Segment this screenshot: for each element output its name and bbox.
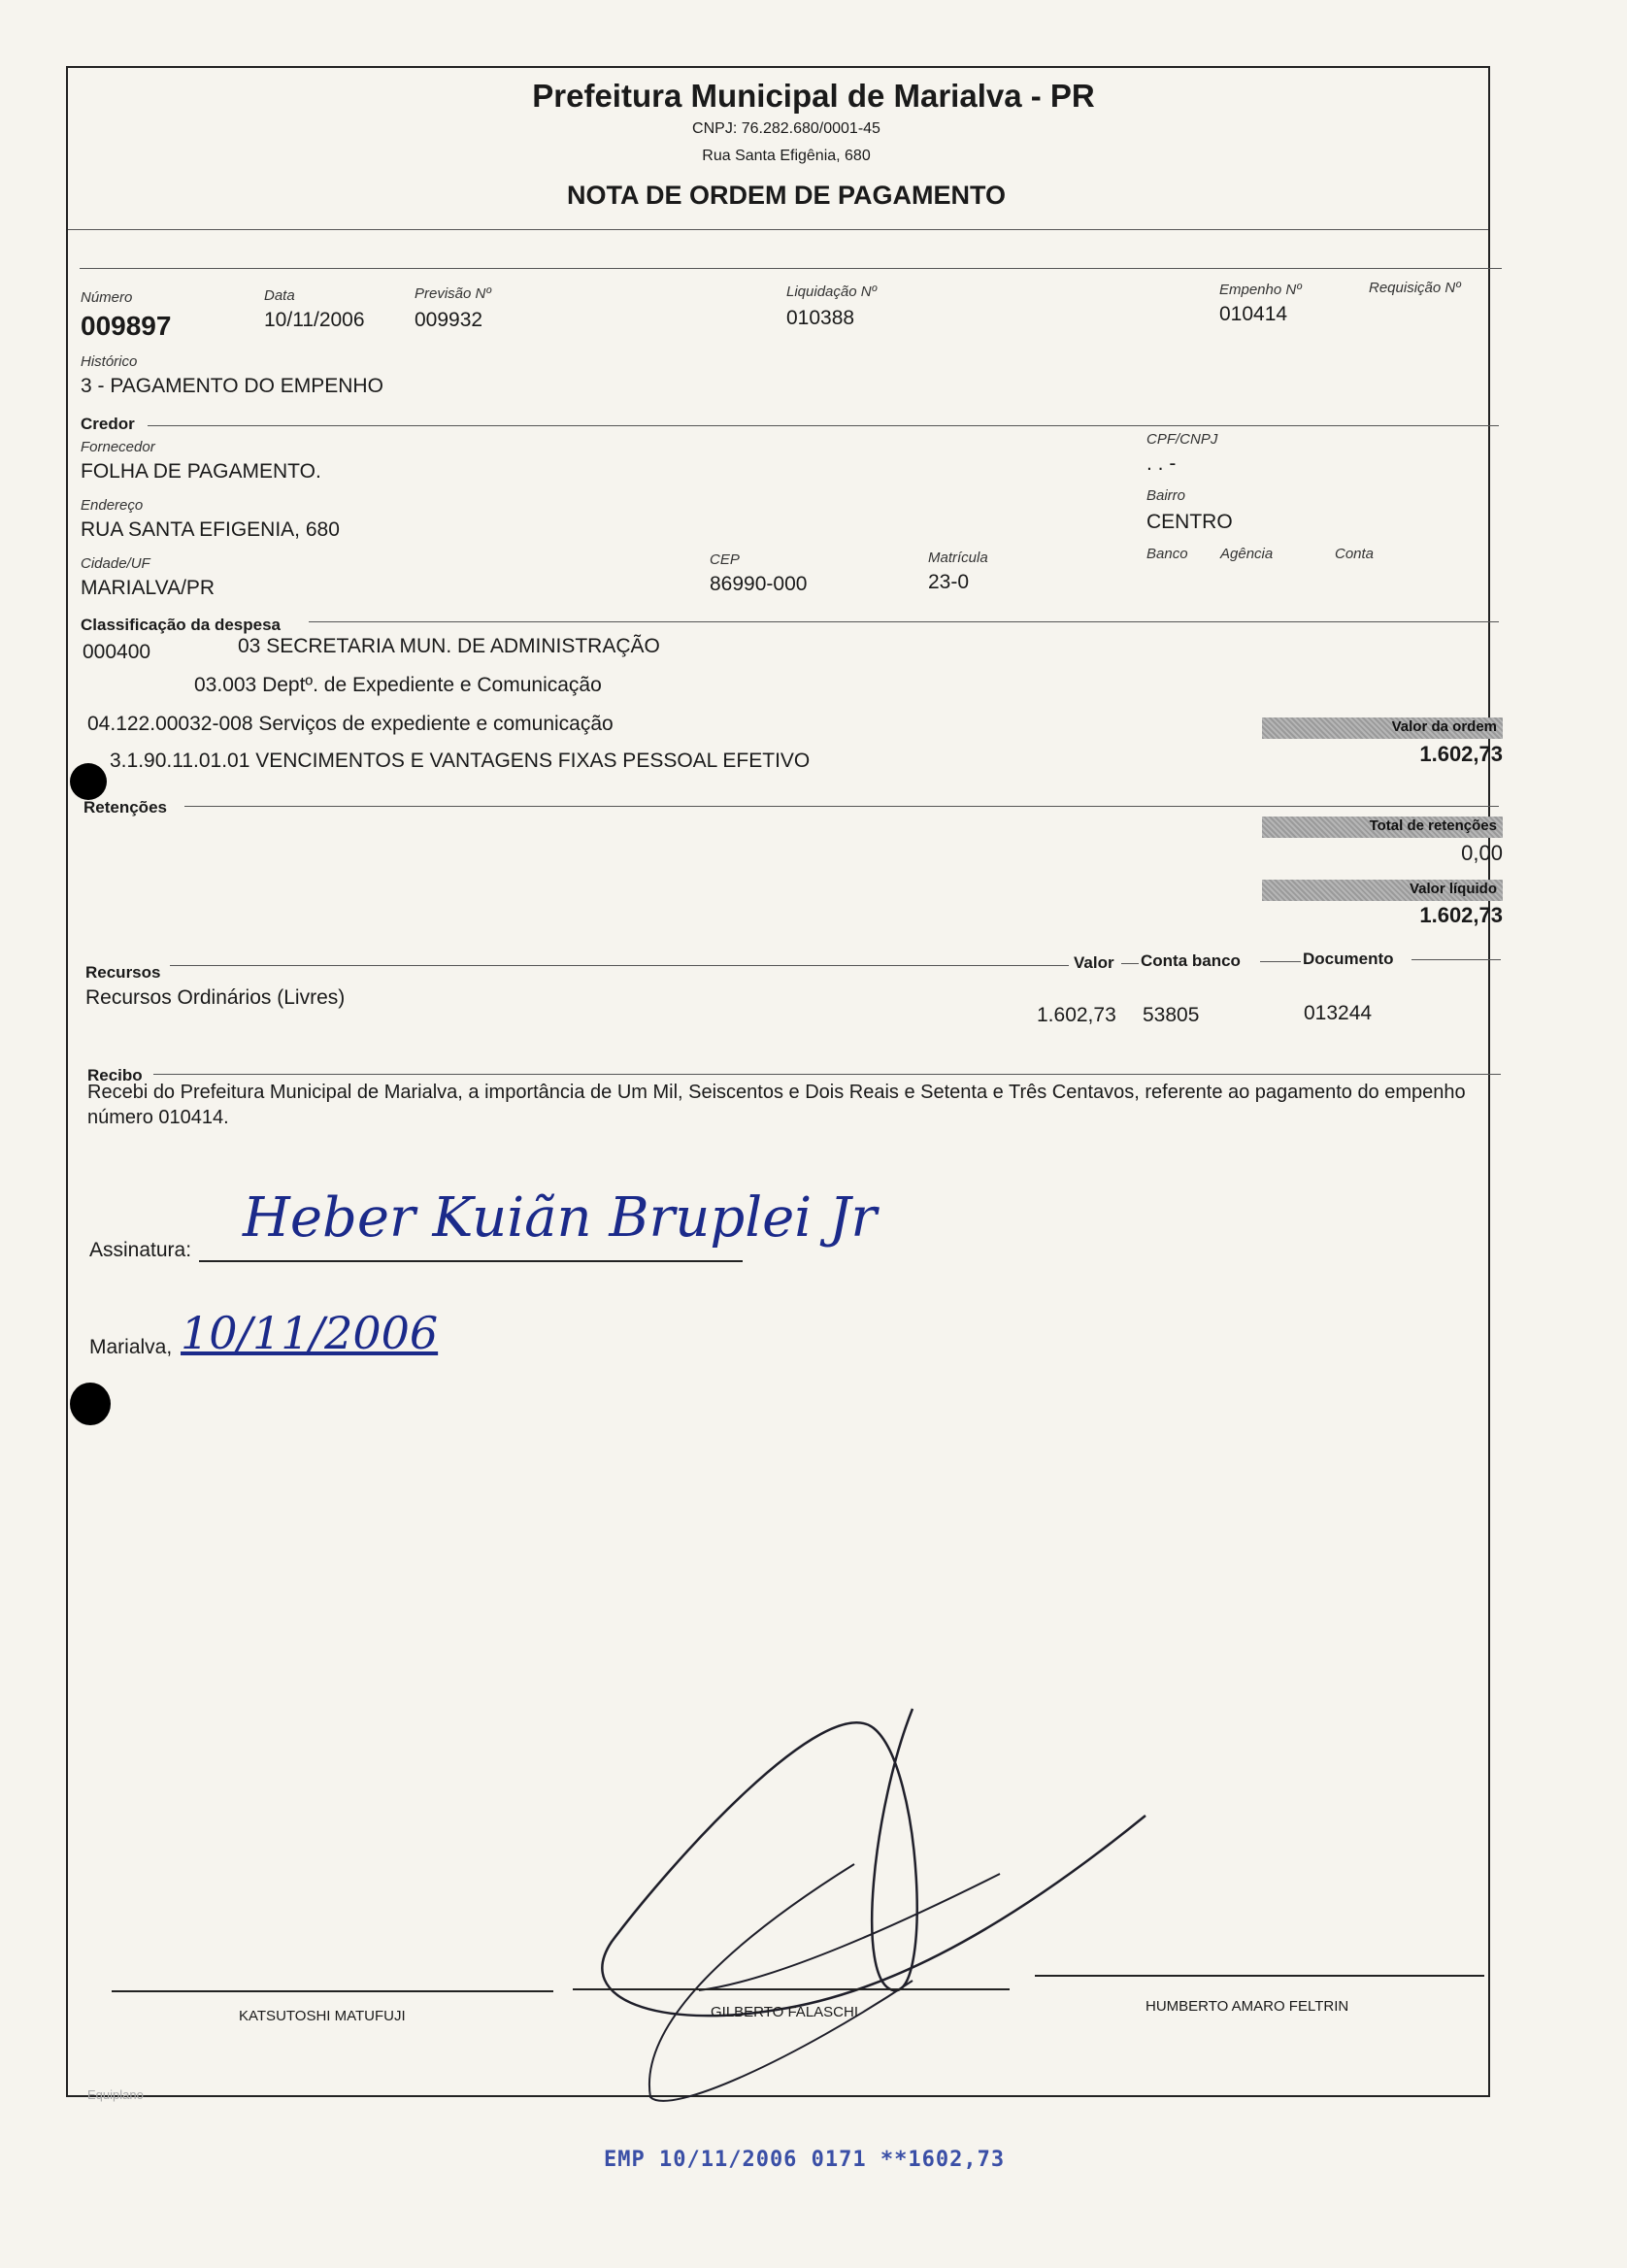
historico-value: 3 - PAGAMENTO DO EMPENHO	[81, 375, 383, 397]
marialva-label: Marialva,	[89, 1336, 173, 1358]
historico-label: Histórico	[81, 353, 138, 370]
conta-label: Conta	[1335, 546, 1375, 562]
valor-ordem-bar	[1262, 717, 1503, 739]
total-retencoes-value: 0,00	[1461, 841, 1503, 865]
empenho-label: Empenho Nº	[1219, 282, 1302, 298]
valor-ordem-label: Valor da ordem	[1391, 718, 1497, 735]
handwritten-signature: Heber Kuiãn Bruplei Jr	[243, 1186, 878, 1250]
signatory-name: KATSUTOSHI MATUFUJI	[239, 2008, 406, 2024]
institution-title: Prefeitura Municipal de Marialva - PR	[532, 78, 1095, 114]
punch-hole	[70, 1383, 111, 1425]
handwritten-date: 10/11/2006	[181, 1307, 439, 1359]
agencia-label: Agência	[1220, 546, 1274, 562]
previsao-label: Previsão Nº	[415, 285, 491, 302]
document-title: NOTA DE ORDEM DE PAGAMENTO	[566, 181, 1006, 210]
address: Rua Santa Efigênia, 680	[702, 148, 871, 164]
cpf-value: . . -	[1146, 452, 1177, 475]
valor-liquido-bar	[1262, 880, 1503, 901]
empenho-value: 010414	[1219, 303, 1288, 325]
punch-hole	[70, 763, 107, 800]
recursos-conta-label: Conta banco	[1141, 951, 1241, 970]
banco-label: Banco	[1146, 546, 1188, 562]
mechanical-stamp: EMP 10/11/2006 0171 **1602,73	[604, 2148, 1006, 2172]
recibo-text: Recebi do Prefeitura Municipal de Marialva, a importância de Um Mil, Seiscentos e Dois Reais e Setenta e Três Centavos, referente ao pagamento do empenho número 010414.	[87, 1082, 1466, 1128]
classificacao-codigo: 000400	[83, 641, 151, 663]
recursos-conta: 53805	[1143, 1004, 1200, 1026]
signatory-line	[1035, 1975, 1484, 1977]
classificacao-section: Classificação da despesa	[81, 616, 282, 634]
signatory-name: GILBERTO FALASCHI	[711, 2004, 858, 2020]
divider	[1411, 959, 1501, 960]
classificacao-funcional: 04.122.00032-008 Serviços de expediente e comunicação	[87, 713, 614, 735]
divider	[1260, 961, 1301, 962]
cnpj: CNPJ: 76.282.680/0001-45	[692, 120, 880, 137]
assinatura-label: Assinatura:	[89, 1239, 192, 1261]
requisicao-label: Requisição Nº	[1369, 280, 1461, 296]
endereco-label: Endereço	[81, 497, 144, 514]
recibo-section: Recibo	[87, 1066, 143, 1084]
signatory-line	[573, 1988, 1010, 1990]
matricula-value: 23-0	[928, 571, 970, 593]
endereco-value: RUA SANTA EFIGENIA, 680	[81, 518, 340, 541]
bairro-value: CENTRO	[1146, 511, 1233, 533]
previsao-value: 009932	[415, 309, 483, 331]
credor-section: Credor	[81, 415, 135, 433]
cep-label: CEP	[710, 551, 740, 568]
recursos-section: Recursos	[85, 963, 161, 982]
fornecedor-value: FOLHA DE PAGAMENTO.	[81, 460, 321, 483]
numero-label: Número	[81, 289, 133, 306]
classificacao-secretaria: 03 SECRETARIA MUN. DE ADMINISTRAÇÃO	[238, 635, 660, 657]
divider	[80, 268, 1502, 269]
signatory-name: HUMBERTO AMARO FELTRIN	[1146, 1998, 1349, 2015]
divider	[68, 229, 1488, 230]
assinatura-line	[199, 1260, 743, 1262]
valor-liquido-value: 1.602,73	[1419, 903, 1503, 927]
classificacao-elemento: 3.1.90.11.01.01 VENCIMENTOS E VANTAGENS FIXAS PESSOAL EFETIVO	[110, 750, 811, 772]
signature-scribble	[582, 1689, 1165, 2117]
cidade-label: Cidade/UF	[81, 555, 150, 572]
divider	[1121, 963, 1139, 964]
matricula-label: Matrícula	[928, 550, 988, 566]
liquidacao-value: 010388	[786, 307, 855, 329]
bairro-label: Bairro	[1146, 487, 1186, 504]
total-retencoes-bar	[1262, 817, 1503, 838]
recursos-documento: 013244	[1304, 1002, 1373, 1024]
valor-liquido-label: Valor líquido	[1409, 881, 1497, 897]
software-footer: Equiplano	[87, 2087, 144, 2102]
divider	[153, 1074, 1501, 1075]
liquidacao-label: Liquidação Nº	[786, 284, 878, 300]
data-value: 10/11/2006	[264, 309, 365, 331]
total-retencoes-label: Total de retenções	[1369, 817, 1497, 834]
divider	[148, 425, 1499, 426]
divider	[309, 621, 1499, 622]
numero-value: 009897	[81, 311, 172, 341]
recursos-documento-label: Documento	[1303, 950, 1394, 968]
signatory-line	[112, 1990, 553, 1992]
classificacao-departamento: 03.003 Deptº. de Expediente e Comunicação	[194, 674, 602, 696]
recursos-descricao: Recursos Ordinários (Livres)	[85, 986, 346, 1009]
cep-value: 86990-000	[710, 573, 808, 595]
retencoes-section: Retenções	[83, 798, 167, 817]
valor-ordem-value: 1.602,73	[1419, 742, 1503, 766]
cidade-value: MARIALVA/PR	[81, 577, 216, 599]
recursos-valor-label: Valor	[1074, 953, 1114, 972]
data-label: Data	[264, 287, 295, 304]
divider	[170, 965, 1069, 966]
divider	[184, 806, 1499, 807]
recursos-valor: 1.602,73	[1037, 1004, 1116, 1026]
fornecedor-label: Fornecedor	[81, 439, 155, 455]
cpf-label: CPF/CNPJ	[1146, 431, 1218, 448]
